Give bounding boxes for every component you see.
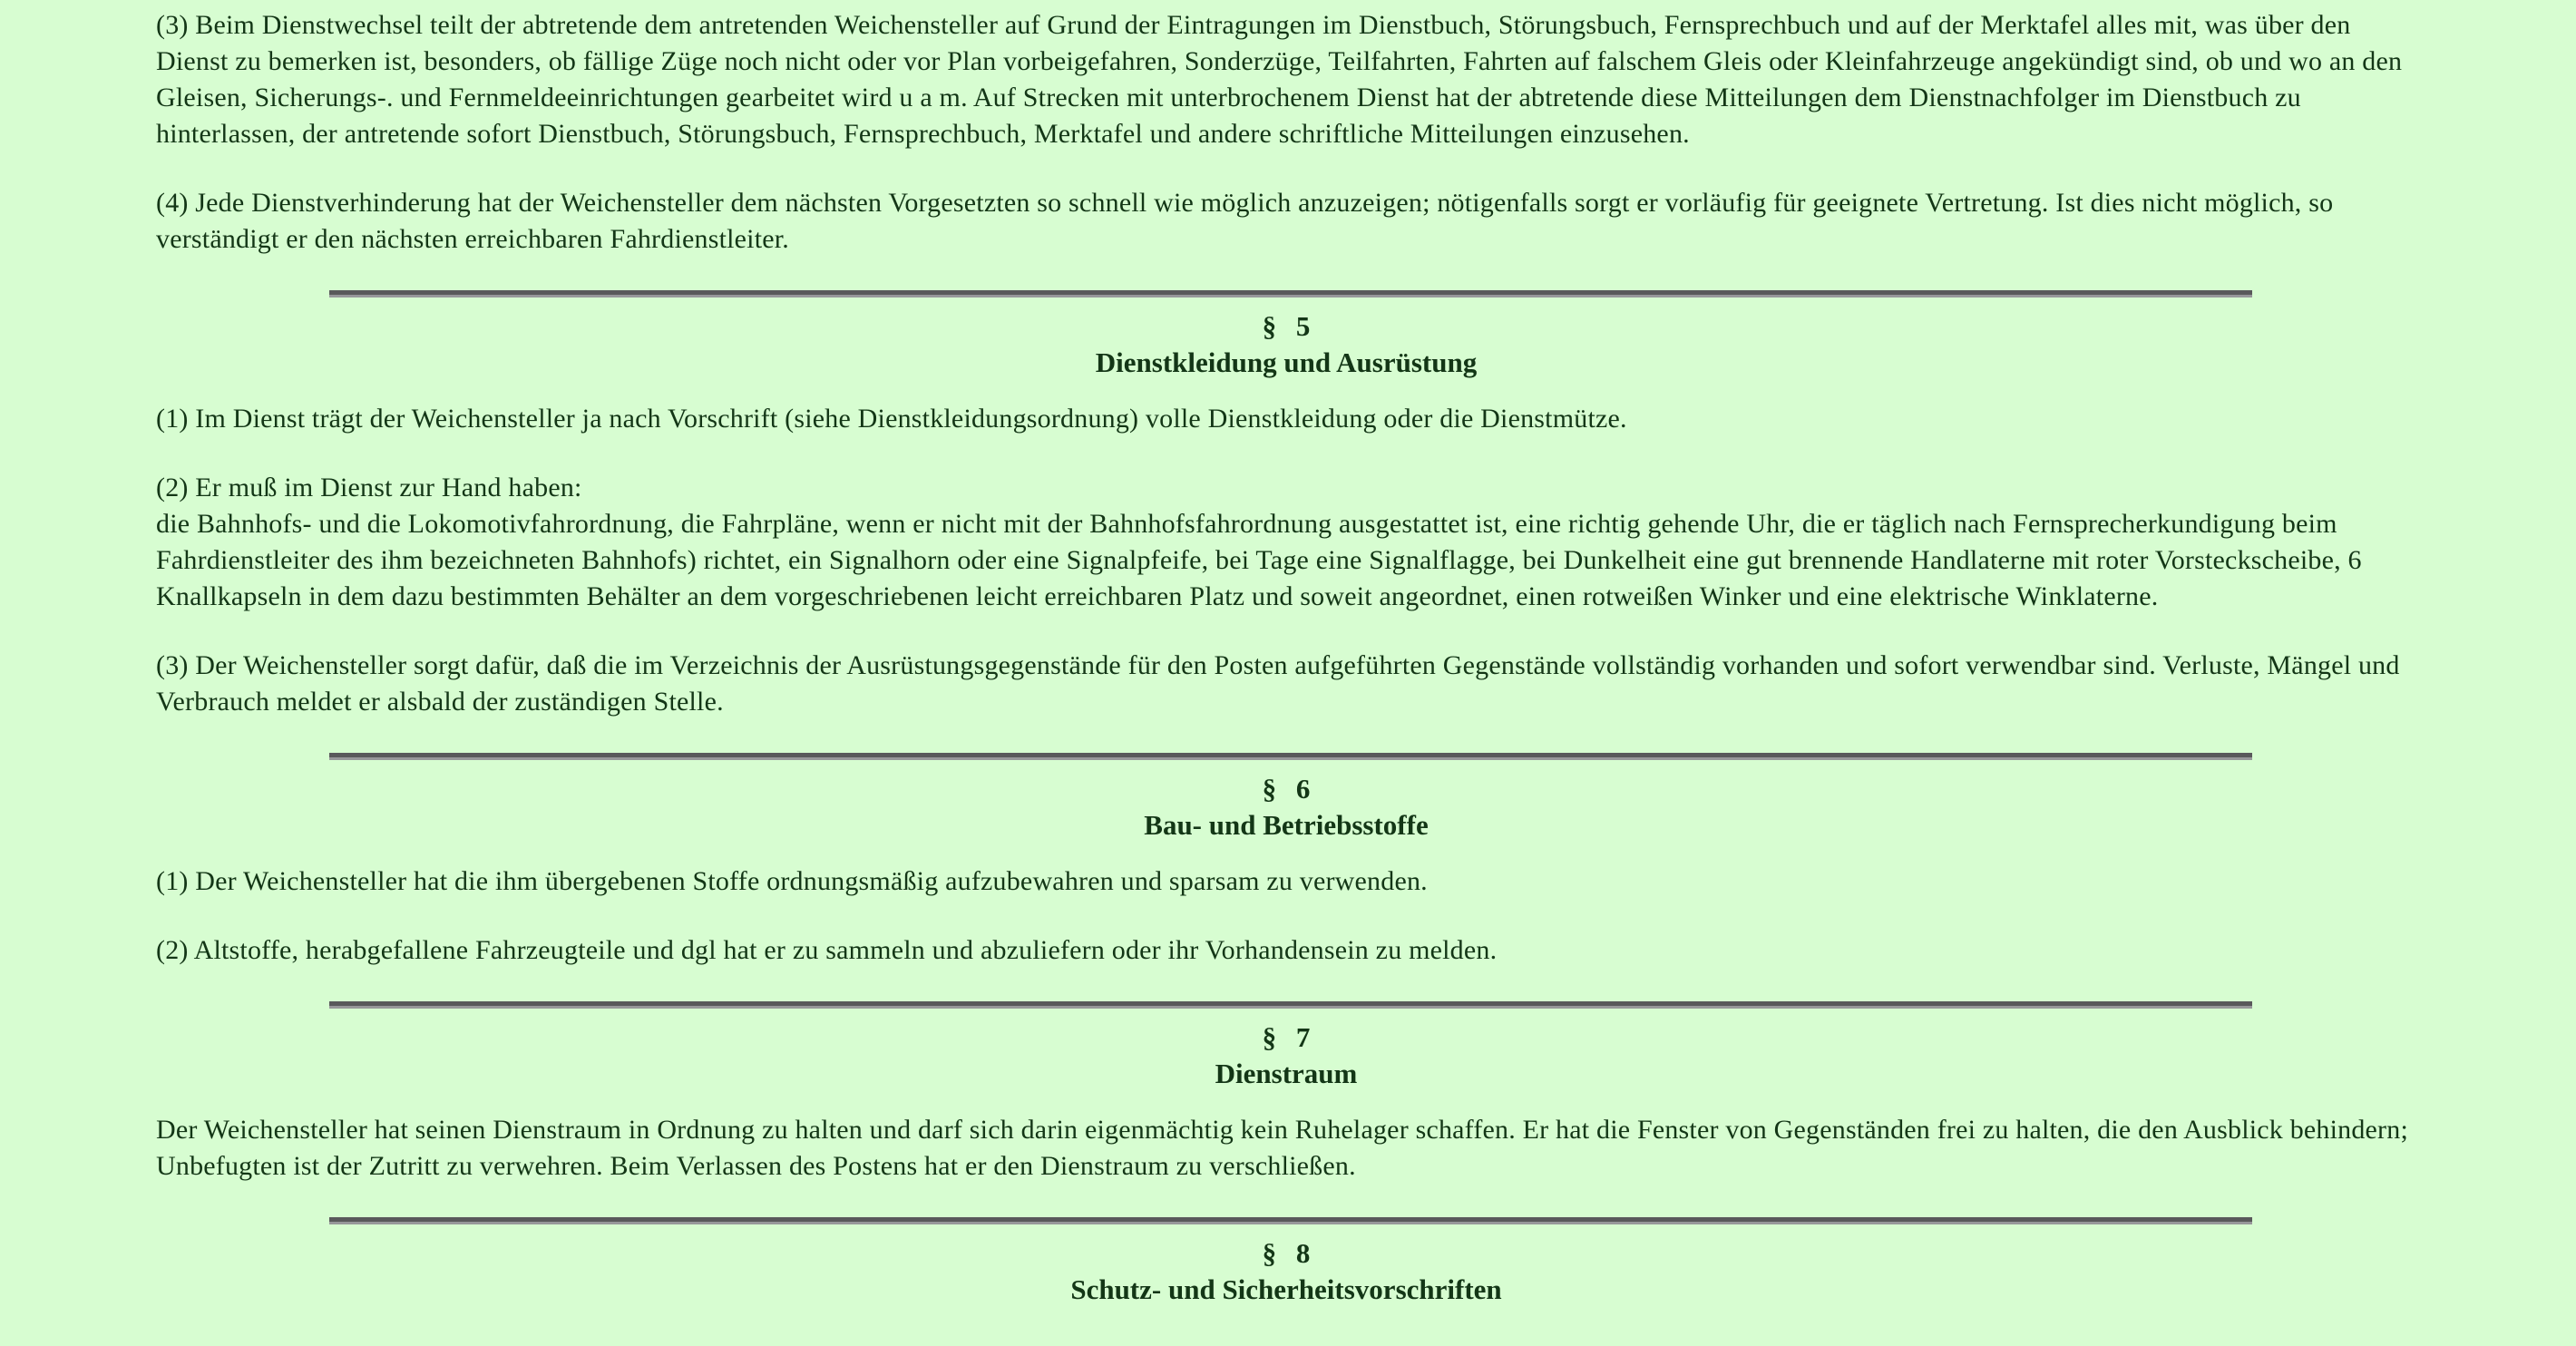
section-divider bbox=[329, 1217, 2252, 1224]
section-heading-7 bbox=[156, 1019, 2416, 1092]
section-number-6: § 6 bbox=[1262, 773, 1311, 805]
section-heading-6 bbox=[156, 771, 2416, 844]
section-5-paragraph-2-body: die Bahnhofs- und die Lokomotivfahrordnung, die Fahrpläne, wenn er nicht mit der Bahnhofsfahrordnung ausgestattet ist, eine richtig gehende Uhr, die er täglich nach Fernsprecherkundigung beim Fahrdienstleiter des ihm bezeichneten Bahnhofs) richtet, ein Signalhorn oder eine Signalpfeife, bei Tage eine Signalflagge, bei Dunkelheit eine gut brennende Handlaterne mit roter Vorsteckscheibe, 6 Knallkapseln in dem dazu bestimmten Behälter an dem vorgeschriebenen leicht erreichbaren Platz und soweit angeordnet, einen rotweißen Winker und eine elektrische Winklaterne. bbox=[156, 509, 2362, 611]
section-title-5: Dienstkleidung und Ausrüstung bbox=[1095, 346, 1478, 378]
section-number-5: § 5 bbox=[1262, 310, 1311, 342]
section-heading-5 bbox=[156, 308, 2416, 381]
section-heading-8 bbox=[156, 1235, 2416, 1308]
section-5-paragraph-1: (1) Im Dienst trägt der Weichensteller ja nach Vorschrift (siehe Dienstkleidungsordnung) volle Dienstkleidung oder die Dienstmütze. bbox=[156, 404, 1627, 434]
section-number-7: § 7 bbox=[1262, 1021, 1311, 1053]
section-6-paragraph-2: (2) Altstoffe, herabgefallene Fahrzeugteile und dgl hat er zu sammeln und abzuliefern oder ihr Vorhandensein zu melden. bbox=[156, 935, 1498, 965]
section-title-7: Dienstraum bbox=[1215, 1058, 1358, 1089]
section-5-paragraph-2 bbox=[156, 470, 2416, 615]
section-divider bbox=[329, 1001, 2252, 1009]
section-divider bbox=[329, 290, 2252, 297]
section-title-6: Bau- und Betriebsstoffe bbox=[1144, 809, 1429, 841]
section-5-paragraph-3: (3) Der Weichensteller sorgt dafür, daß die im Verzeichnis der Ausrüstungsgegenstände für den Posten aufgeführten Gegenstände vollständig vorhanden und sofort verwendbar sind. Verluste, Mängel und Verbrauch meldet er alsbald der zuständigen Stelle. bbox=[156, 650, 2400, 717]
paragraph-continuation-4: (4) Jede Dienstverhinderung hat der Weichensteller dem nächsten Vorgesetzten so schnell wie möglich anzuzeigen; nötigenfalls sorgt er vorläufig für geeignete Vertretung. Ist dies nicht möglich, so verständigt er den nächsten erreichbaren Fahrdienstleiter. bbox=[156, 188, 2334, 254]
section-title-8: Schutz- und Sicherheitsvorschriften bbox=[1070, 1273, 1502, 1305]
section-7-paragraph-1: Der Weichensteller hat seinen Dienstraum in Ordnung zu halten und darf sich darin eigenmächtig kein Ruhelager schaffen. Er hat die Fenster von Gegenständen frei zu halten, die den Ausblick behindern; Unbefugten ist der Zutritt zu verwehren. Beim Verlassen des Postens hat er den Dienstraum zu verschließen. bbox=[156, 1115, 2408, 1181]
section-number-8: § 8 bbox=[1262, 1237, 1311, 1269]
paragraph-continuation-3: (3) Beim Dienstwechsel teilt der abtretende dem antretenden Weichensteller auf Grund der Eintragungen im Dienstbuch, Störungsbuch, Fernsprechbuch und auf der Merktafel alles mit, was über den Dienst zu bemerken ist, besonders, ob fällige Züge noch nicht oder vor Plan vorbeigefahren, Sonderzüge, Teilfahrten, Fahrten auf falschem Gleis oder Kleinfahrzeuge angekündigt sind, ob und wo an den Gleisen, Sicherungs-. und Fernmeldeeinrichtungen gearbeitet wird u a m. Auf Strecken mit unterbrochenem Dienst hat der abtretende diese Mitteilungen dem Dienstnachfolger im Dienstbuch zu hinterlassen, der antretende sofort Dienstbuch, Störungsbuch, Fernsprechbuch, Merktafel und andere schriftliche Mitteilungen einzusehen. bbox=[156, 10, 2403, 149]
section-5-paragraph-2-intro: (2) Er muß im Dienst zur Hand haben: bbox=[156, 473, 582, 502]
section-divider bbox=[329, 753, 2252, 760]
section-6-paragraph-1: (1) Der Weichensteller hat die ihm übergebenen Stoffe ordnungsmäßig aufzubewahren und sparsam zu verwenden. bbox=[156, 866, 1428, 896]
